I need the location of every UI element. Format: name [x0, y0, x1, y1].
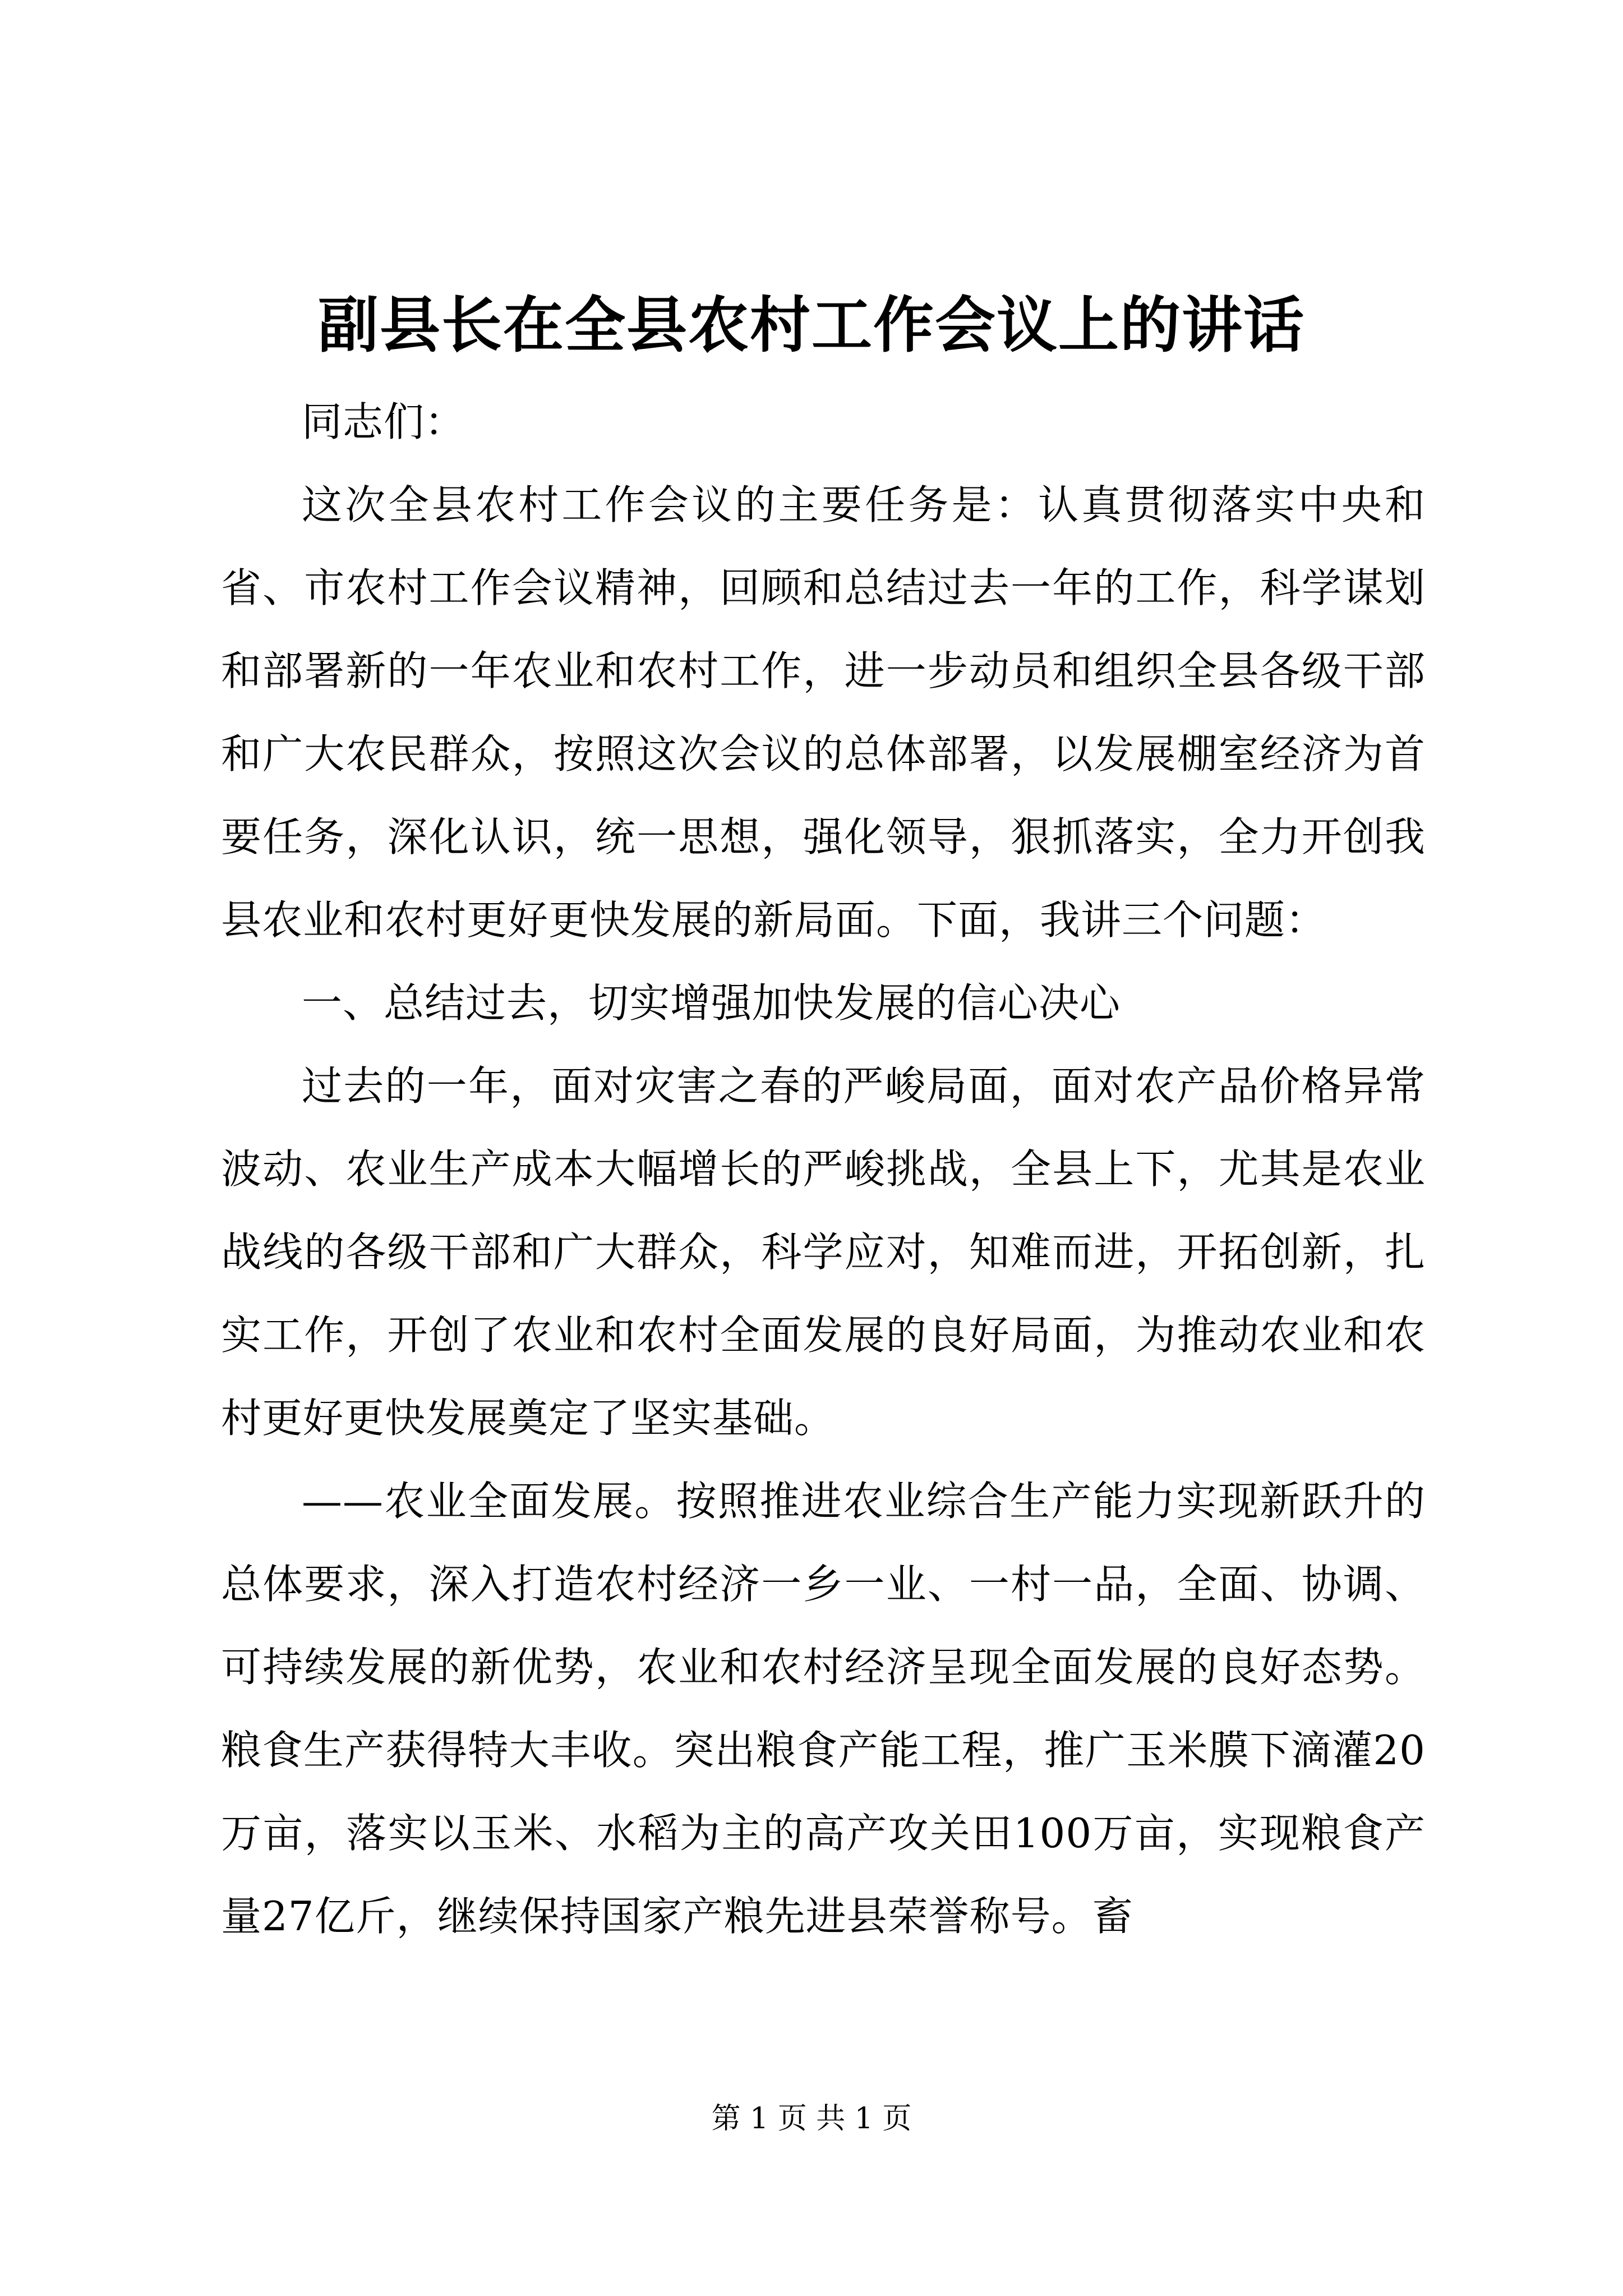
intro-paragraph: 这次全县农村工作会议的主要任务是：认真贯彻落实中央和省、市农村工作会议精神，回顾和总结过去一年的工作，科学谋划和部署新的一年农业和农村工作，进一步动员和组织全县各级干部和广大农民群众，按照这次会议的总体部署，以发展棚室经济为首要任务，深化认识，统一思想，强化领导，狠抓落实，全力开创我县农业和农村更好更快发展的新局面。下面，我讲三个问题： — [221, 481, 1426, 944]
section-heading: 一、总结过去，切实增强加快发展的信心决心 — [302, 979, 1121, 1027]
agriculture-paragraph: ——农业全面发展。按照推进农业综合生产能力实现新跃升的总体要求，深入打造农村经济一乡一业、一村一品，全面、协调、可持续发展的新优势，农业和农村经济呈现全面发展的良好态势。粮食生产获得特大丰收。突出粮食产能工程，推广玉米膜下滴灌20万亩，落实以玉米、水稻为主的高产攻关田100万亩，实现粮食产量27亿斤，继续保持国家产粮先进县荣誉称号。畜 — [221, 1478, 1426, 1940]
review-paragraph: 过去的一年，面对灾害之春的严峻局面，面对农产品价格异常波动、农业生产成本大幅增长的严峻挑战，全县上下，尤其是农业战线的各级干部和广大群众，科学应对，知难而进，开拓创新，扎实工作，开创了农业和农村全面发展的良好局面，为推动农业和农村更好更快发展奠定了坚实基础。 — [221, 1062, 1426, 1442]
salutation-paragraph: 同志们： — [302, 398, 466, 445]
document-body — [221, 380, 1426, 1958]
document-title: 副县长在全县农村工作会议上的讲话 — [317, 290, 1305, 361]
page-footer: 第 1 页 共 1 页 — [711, 2102, 912, 2136]
